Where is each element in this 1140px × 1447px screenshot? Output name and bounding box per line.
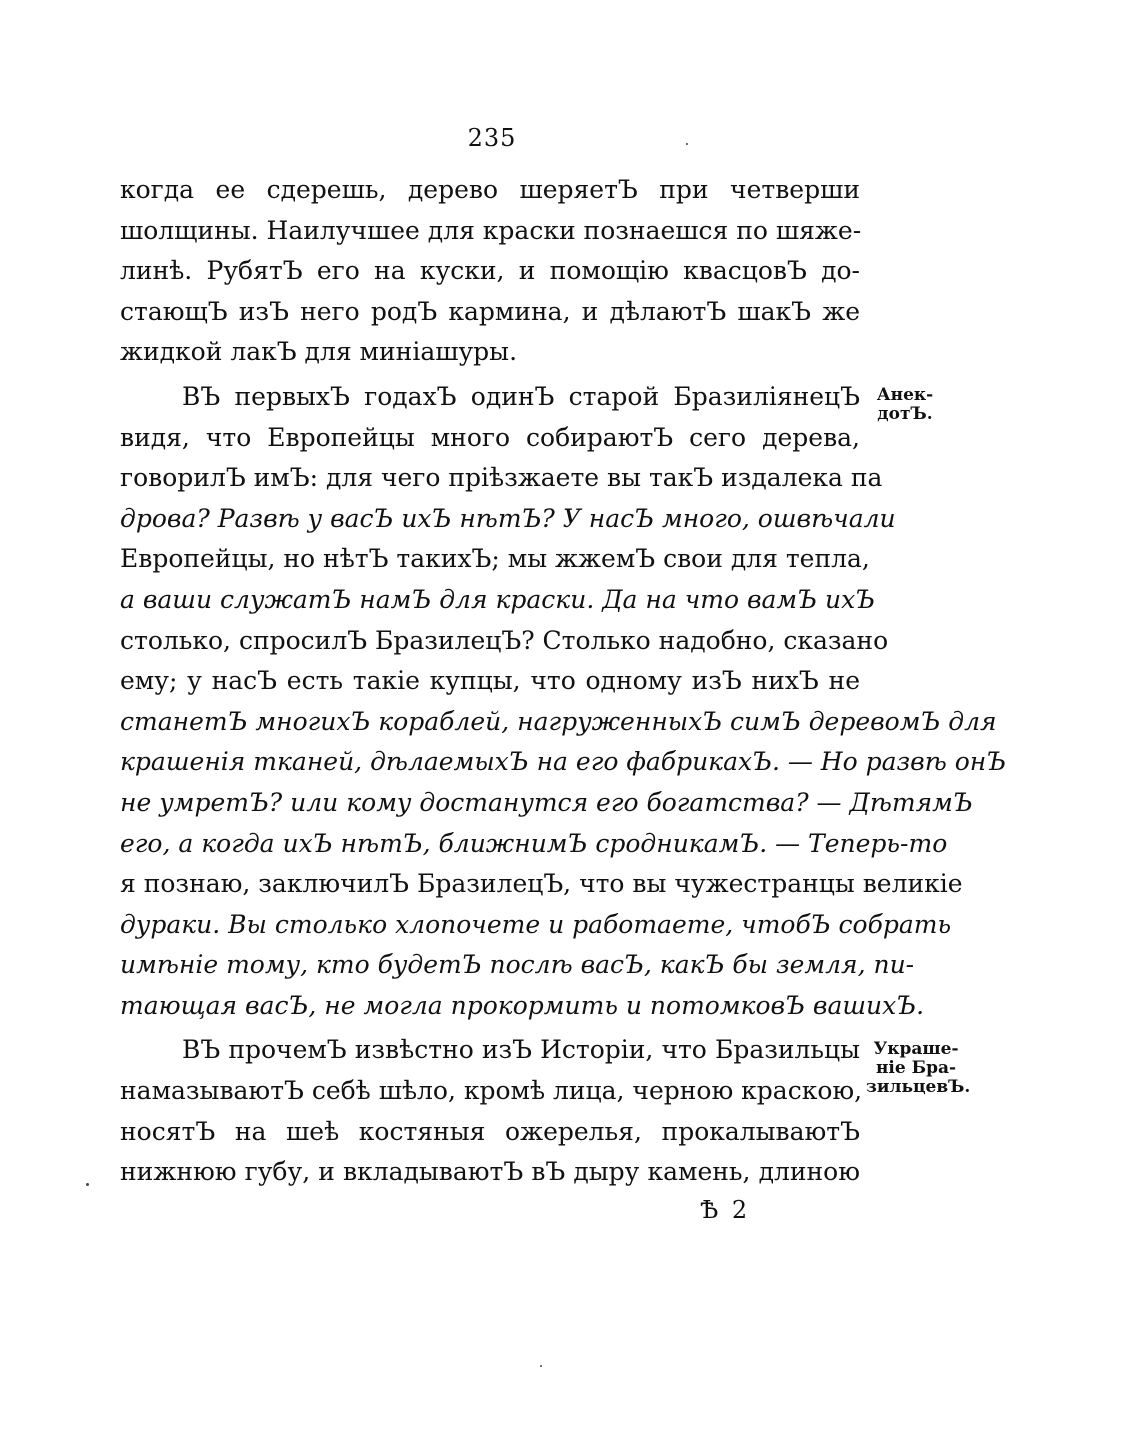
text-line: Европейцы, но нѣтЪ такихЪ; мы жжемЪ свои для тепла, [120,544,870,574]
text-line: дураки. Вы столько хлопочете и работаете, чтобЪ собрать [120,909,952,939]
text-line: тающая васЪ, не могла прокормить и потомковЪ вашихЪ. [120,990,925,1020]
text-line: видя, что Европейцы много собираютЪ сего дерева, [120,422,860,452]
text-line: стающЪ изЪ него родЪ кармина, и дѣлаютЪ шакЪ же [120,296,860,326]
text-line: имѣніе тому, кто будетЪ послѣ васЪ, какЪ бы земля, пи- [120,950,915,980]
margin-note-adornment: Украше- ніе Бра- зильцевЪ. [866,1039,971,1097]
text-line: шолщины. Наилучшее для краски познаешся по шяже- [120,215,862,245]
text-line: ВЪ первыхЪ годахЪ одинЪ старой БразиліянецЪ [182,381,860,411]
scan-speck [86,1183,89,1186]
text-line: намазываютЪ себѣ шѣло, кромѣ лица, черною краскою, [120,1076,863,1106]
paragraph-3 [120,1030,863,1192]
text-line: его, а когда ихЪ нѣтЪ, ближнимЪ сродникамЪ. — Теперь-то [120,828,948,858]
signature-mark: Ѣ 2 [700,1196,751,1224]
text-line: линѣ. РубятЪ его на куски, и помощію квасцовЪ до- [120,256,860,286]
text-line: столько, спросилЪ БразилецЪ? Столько надобно, сказано [120,625,889,655]
scan-speck [540,1365,542,1367]
text-line: я познаю, заключилЪ БразилецЪ, что вы чужестранцы великіе [120,869,963,899]
text-line: дрова? Развѣ у васЪ ихЪ нѣтЪ? У насЪ много, ошвѣчали [120,503,896,533]
text-line: крашенія тканей, дѣлаемыхЪ на его фабрикахЪ. — Но развѣ онЪ [120,747,1007,777]
text-line: нижнюю губу, и вкладываютЪ вЪ дыру камень, длиною [120,1157,860,1187]
text-line: ВЪ прочемЪ извѣстно изЪ Исторіи, что Бразильцы [182,1035,860,1065]
page-number: 235 [467,124,517,152]
text-line: ему; у насЪ есть такіе купцы, что одному изЪ нихЪ не [120,666,860,696]
scan-speck [686,143,688,145]
paragraph-1 [120,170,860,373]
text-line: а ваши служатЪ намЪ для краски. Да на что вамЪ ихЪ [120,584,876,614]
text-line: носятЪ на шеѣ костяныя ожерелья, прокалываютЪ [120,1116,860,1146]
text-line: говорилЪ имЪ: для чего пріѣзжаете вы такЪ издалека па [120,463,883,493]
margin-note-anecdote: Анек- дотЪ. [876,385,934,424]
text-line: не умретЪ? или кому достанутся его богатства? — ДѣтямЪ [120,787,973,817]
text-line: когда ее сдерешь, дерево шеряетЪ при четверши [120,175,860,204]
text-line: станетЪ многихЪ кораблей, нагруженныхЪ симЪ деревомЪ для [120,706,997,736]
text-line: жидкой лакЪ для миніашуры. [120,337,518,367]
